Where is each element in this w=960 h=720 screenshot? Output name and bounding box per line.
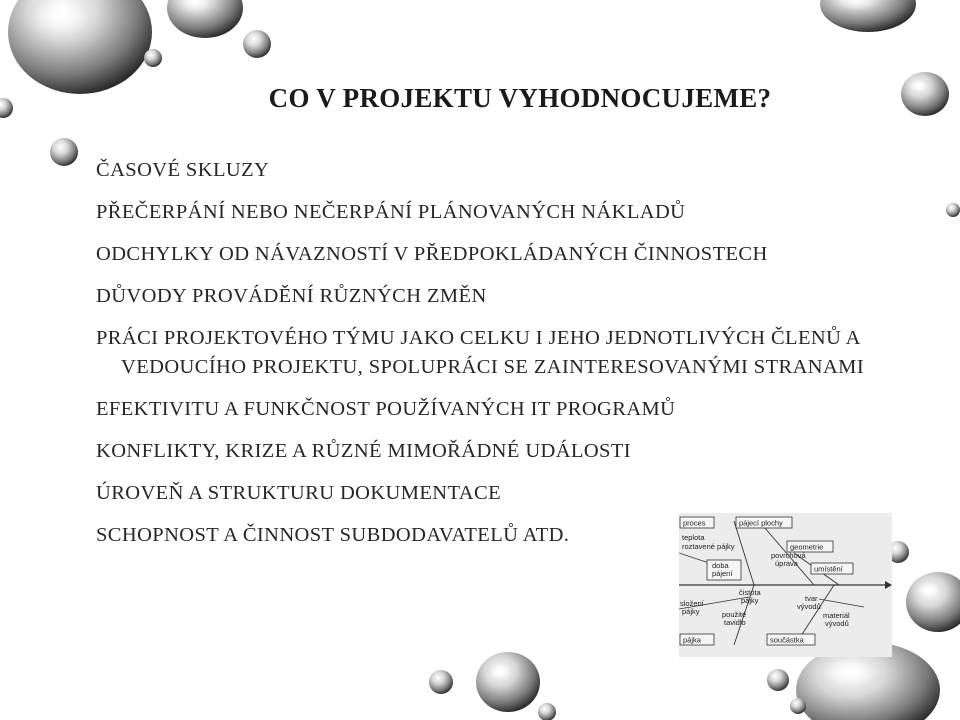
box-doba-pajeni — [707, 560, 741, 580]
label-cistota: čistota — [739, 588, 761, 597]
drop-bottom-small-3 — [767, 669, 789, 691]
label-material: materiál — [823, 611, 850, 620]
drop-small-1 — [243, 30, 271, 58]
drop-bottom-small-4 — [790, 698, 806, 714]
bullet-item: ODCHYLKY OD NÁVAZNOSTÍ V PŘEDPOKLÁDANÝCH ČINNOSTECH — [96, 243, 768, 265]
doba-label: doba pájení — [712, 561, 733, 578]
drop-top-right — [820, 0, 916, 32]
label-teplota: teplota — [682, 533, 705, 542]
bullet-item: ÚROVEŇ A STRUKTURU DOKUMENTACE — [96, 482, 501, 504]
slide-title: CO V PROJEKTU VYHODNOCUJEME? — [268, 83, 772, 113]
label-roztavene-pajky: roztavené pájky — [682, 542, 735, 551]
bone-tvar — [819, 599, 864, 607]
drop-left-mid — [50, 138, 78, 166]
label-uprava: úprava — [775, 559, 798, 568]
box-umisteni — [811, 563, 853, 574]
bullet-list — [96, 156, 876, 563]
box-pajeci-plochy — [736, 517, 792, 528]
bullet-item: SCHOPNOST A ČINNOST SUBDODAVATELŮ ATD. — [96, 524, 570, 546]
label-vyvodu-2: vývodů — [825, 619, 849, 628]
drop-bottom-small-2 — [538, 703, 556, 720]
svg-text:umístění: umístění — [814, 564, 843, 574]
drop-right-3 — [906, 572, 960, 632]
label-pajky-2: pájky — [682, 607, 700, 616]
label-vyvodu-1: vývodů — [797, 602, 821, 611]
label-tvar: tvar — [805, 594, 818, 603]
bullet-item: EFEKTIVITU A FUNKČNOST POUŽÍVANÝCH IT PROGRAMŮ — [96, 398, 676, 420]
drop-top-left-large — [8, 0, 152, 94]
svg-text:geometrie: geometrie — [790, 542, 824, 552]
drop-top-center — [167, 0, 243, 38]
drop-bottom-center — [476, 652, 540, 712]
bullet-item: PRÁCI PROJEKTOVÉHO TÝMU JAKO CELKU I JEHO JEDNOTLIVÝCH ČLENŮ A VEDOUCÍHO PROJEKTU, SPOLUPRÁCI SE ZAINTERESOVANÝMI STRANAMI — [96, 327, 865, 378]
drop-bottom-small-1 — [429, 670, 453, 694]
arrow-head-icon — [885, 581, 892, 589]
drop-right-small — [946, 203, 960, 217]
box-pajka — [680, 634, 714, 645]
svg-text:součástka: součástka — [770, 635, 804, 645]
svg-text:pájecí plochy: pájecí plochy — [739, 518, 783, 528]
box-proces — [680, 517, 714, 528]
bullet-item: ČASOVÉ SKLUZY — [96, 159, 270, 181]
bullet-item: DŮVODY PROVÁDĚNÍ RŮZNÝCH ZMĚN — [96, 285, 487, 307]
label-pouzite: použité — [722, 610, 747, 619]
fishbone-diagram — [679, 513, 892, 657]
svg-text:pájka: pájka — [683, 635, 701, 645]
bullet-item: KONFLIKTY, KRIZE A RŮZNÉ MIMOŘÁDNÉ UDÁLOSTI — [96, 440, 632, 462]
label-pajky: pájky — [741, 596, 759, 605]
label-povrchova: povrchová — [771, 551, 806, 560]
label-slozeni: složení — [680, 599, 704, 608]
drop-small-2 — [144, 49, 162, 67]
bullet-item: PŘEČERPÁNÍ NEBO NEČERPÁNÍ PLÁNOVANÝCH NÁKLADŮ — [96, 201, 686, 223]
box-soucastka — [767, 634, 815, 645]
label-tavidlo: tavidlo — [724, 618, 746, 627]
svg-text:proces: proces — [683, 518, 706, 528]
